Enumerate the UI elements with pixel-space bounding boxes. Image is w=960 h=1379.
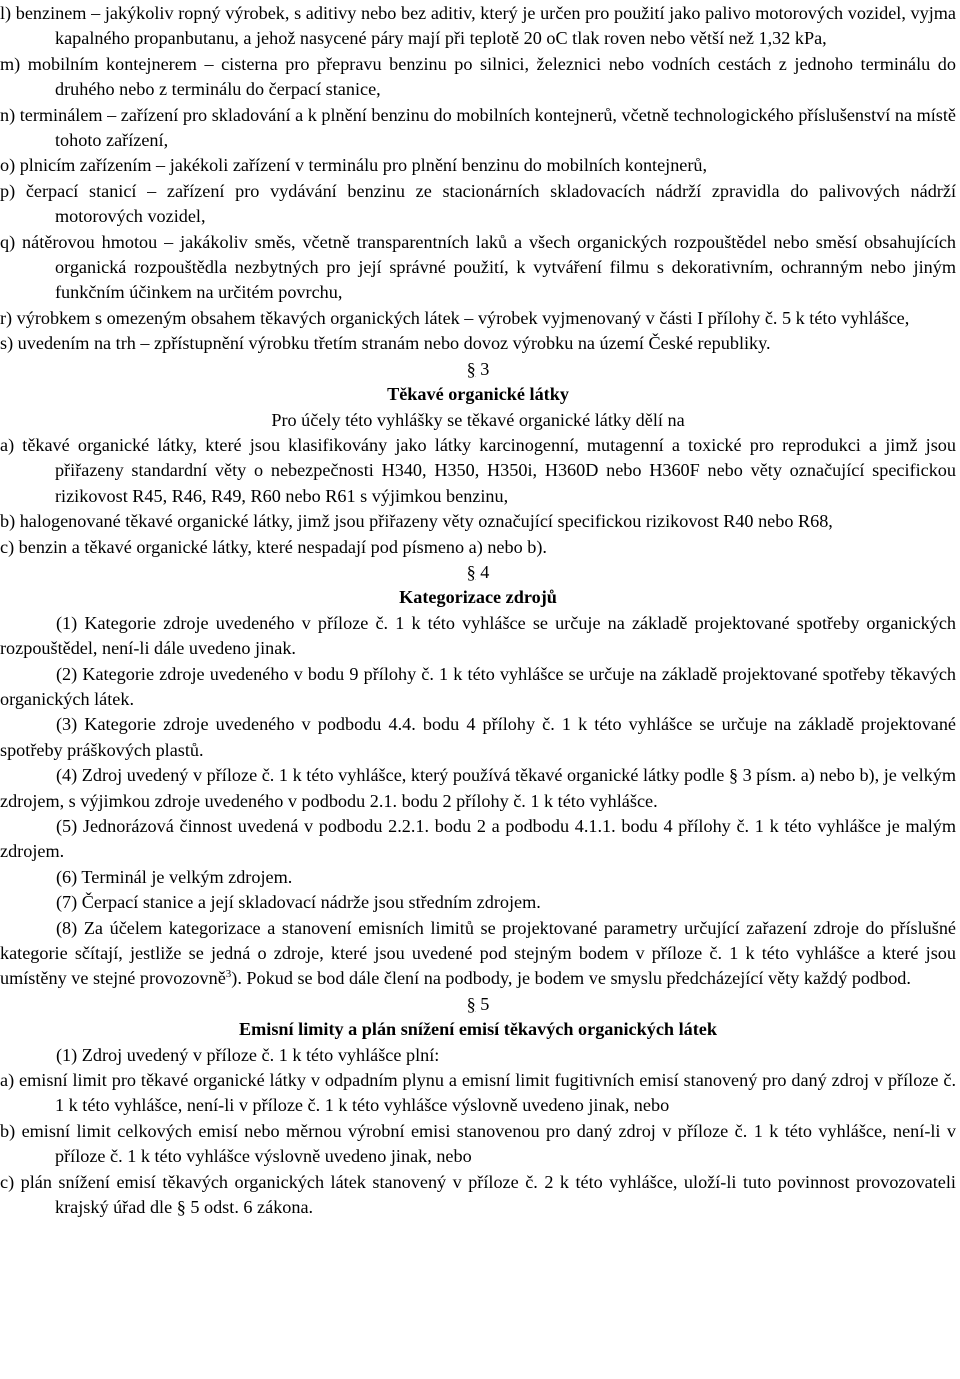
section-4-number [0,560,956,585]
section-5-item-a: a) emisní limit pro těkavé organické látky v odpadním plynu a emisní limit fugitivních emisí stanovený pro daný zdroj v příloze č. 1 k této vyhlášce, není-li v příloze č. 1 k této vyhlášce výslovně uvedeno jinak, nebo [0,1070,956,1116]
section-4-paragraph-2: (2) Kategorie zdroje uvedeného v bodu 9 přílohy č. 1 k této vyhlášce se určuje na základě projektované spotřeby těkavých organických látek. [0,663,956,709]
section-4-paragraph-6: (6) Terminál je velkým zdrojem. [56,866,293,887]
section-5-item-b: b) emisní limit celkových emisí nebo měrnou výrobní emisi stanovenou pro daný zdroj v příloze č. 1 k této vyhlášce, není-li v příloze č. 1 k této vyhlášce výslovně uvedeno jinak, nebo [0,1120,956,1167]
section-4-paragraph-5: (5) Jednorázová činnost uvedená v podbodu 2.2.1. bodu 2 a podbodu 4.1.1. bodu 4 přílohy č. 1 k této vyhlášce je malým zdrojem. [0,816,956,862]
section-3-item-a: a) těkavé organické látky, které jsou klasifikovány jako látky karcinogenní, mutagenní a toxické pro reprodukci a jimž jsou přiřazeny standardní věty o nebezpečnosti H340, H350, H350i, H360D nebo H360F nebo věty označující specifickou rizikovost R45, R46, R49, R60 nebo R61 s výjimkou benzinu, [0,434,956,506]
section-5-intro: (1) Zdroj uvedený v příloze č. 1 k této vyhlášce plní: [56,1044,440,1065]
paragraph-8-text-end: ). Pokud se bod dále člení na podbody, je bodem ve smyslu předcházející věty každý podbod. [231,968,911,989]
section-number: 4 [480,561,490,582]
definition-s: s) uvedením na trh – zpřístupnění výrobku třetím stranám nebo dovoz výrobku na území České republiky. [0,333,771,354]
definition-o: o) plnicím zařízením – jakékoli zařízení v terminálu pro plnění benzinu do mobilních kontejnerů, [0,155,708,176]
section-4-paragraph-3: (3) Kategorie zdroje uvedeného v podbodu 4.4. bodu 4 přílohy č. 1 k této vyhlášce se určuje na základě projektované spotřeby práškových plastů. [0,714,956,760]
section-5-title: Emisní limity a plán snížení emisí těkavých organických látek [239,1019,717,1040]
section-3-number [0,357,956,382]
definitions-list [0,1,956,357]
definition-r: r) výrobkem s omezeným obsahem těkavých organických látek – výrobek vyjmenovaný v části I přílohy č. 5 k této vyhlášce, [0,307,910,328]
paragraph-8-text: (8) Za účelem kategorizace a stanovení emisních limitů se projektované parametry určující zařazení zdroje do příslušné kategorie sčítají, jestliže se jedná o zdroje, které jsou uvedené pod stejným bodem v příloze č. 1 k této vyhlášce a které jsou umístěny ve stejné provozovně [0,917,956,989]
definition-n: n) terminálem – zařízení pro skladování a k plnění benzinu do mobilních kontejnerů, včetně technologického příslušenství na místě tohoto zařízení, [0,104,956,151]
section-3-item-b: b) halogenované těkavé organické látky, jimž jsou přiřazeny věty označující specifickou rizikovost R40 nebo R68, [0,511,833,532]
section-sign: § [466,993,476,1014]
definition-m: m) mobilním kontejnerem – cisterna pro přepravu benzinu po silnici, železnici nebo vodních cestách z jednoho terminálu do druhého nebo z terminálu do čerpací stanice, [0,53,956,100]
section-4-paragraph-4: (4) Zdroj uvedený v příloze č. 1 k této vyhlášce, který používá těkavé organické látky podle § 3 písm. a) nebo b), je velkým zdrojem, s výjimkou zdroje uvedeného v podbodu 2.1. bodu 2 přílohy č. 1 k této vyhlášce. [0,765,956,811]
definition-p: p) čerpací stanicí – zařízení pro vydávání benzinu ze stacionárních skladovacích nádrží zpravidla do palivových nádrží motorových vozidel, [0,180,956,227]
section-sign: § [466,561,476,582]
section-5-item-c: c) plán snížení emisí těkavých organických látek stanovený v příloze č. 2 k této vyhlášce, uloží-li tuto povinnost provozovateli krajský úřad dle § 5 odst. 6 zákona. [0,1171,956,1218]
definition-q: q) nátěrovou hmotou – jakákoliv směs, včetně transparentních laků a všech organických rozpouštědel nebo směsí obsahujících organická rozpouštědla nezbytných pro její správné použití, k vytváření filmu s dekorativním, ochranným nebo jiným funkčním účinkem na určitém povrchu, [0,231,956,303]
section-number: 3 [480,358,490,379]
section-sign: § [466,358,476,379]
definition-l: l) benzinem – jakýkoliv ropný výrobek, s aditivy nebo bez aditiv, který je určen pro použití jako palivo motorových vozidel, vyjma kapalného propanbutanu, a jehož nasycené páry mají při teplotě 20 oC tlak roven nebo větší než 1,32 kPa, [0,3,956,49]
section-number: 5 [480,993,490,1014]
section-3-item-c: c) benzin a těkavé organické látky, které nespadají pod písmeno a) nebo b). [0,536,547,557]
section-3-intro: Pro účely této vyhlášky se těkavé organické látky dělí na [271,409,685,430]
document-page [0,1,956,1221]
section-4-paragraph-8 [0,916,956,992]
footnote-ref[interactable]: 3 [225,968,232,981]
section-4-title: Kategorizace zdrojů [399,587,557,608]
section-3-title: Těkavé organické látky [387,384,569,405]
section-4-paragraph-7: (7) Čerpací stanice a její skladovací nádrže jsou středním zdrojem. [56,892,541,913]
section-4-paragraph-1: (1) Kategorie zdroje uvedeného v příloze č. 1 k této vyhlášce se určuje na základě projektované spotřeby organických rozpouštědel, není-li dále uvedeno jinak. [0,612,956,659]
section-5-number [0,992,956,1017]
